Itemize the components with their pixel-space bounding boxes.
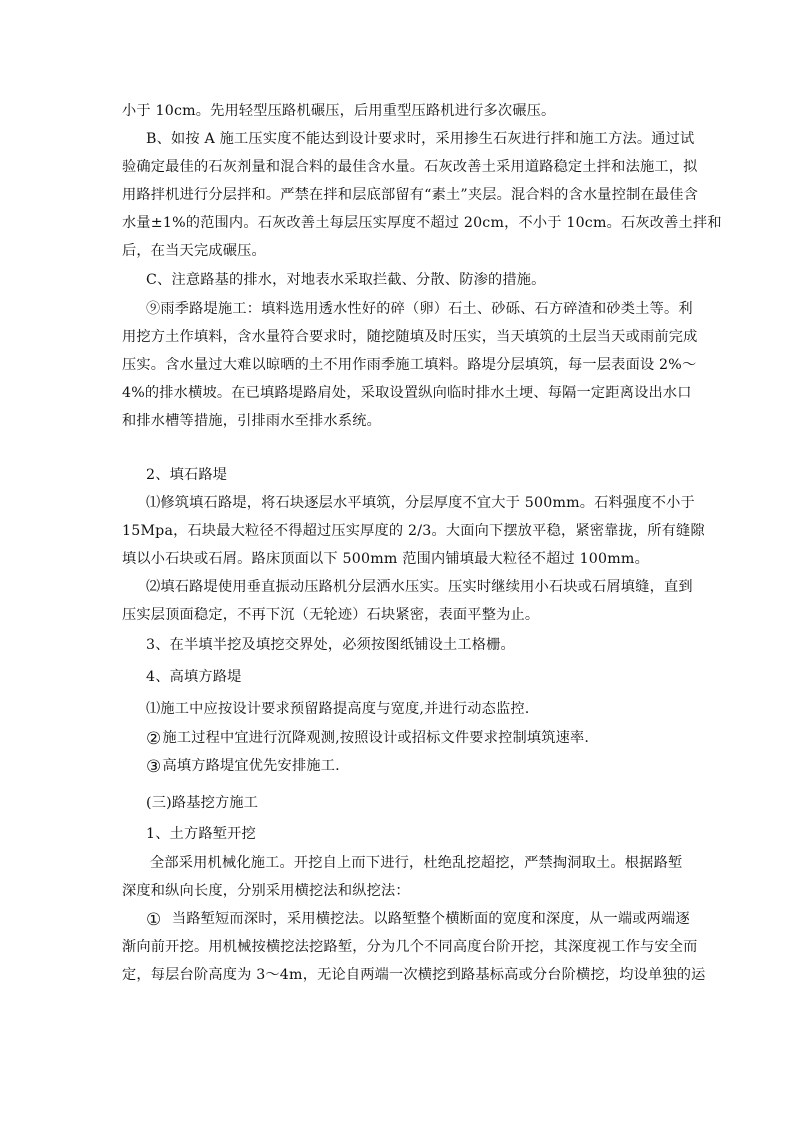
text-line: 4%的排水横坡。在已填路堤路肩处，采取设置纵向临时排水土埂、每隔一定距离设出水口 xyxy=(122,385,692,401)
text-line: 压实层顶面稳定，不再下沉（无轮迹）石块紧密，表面平整为止。 xyxy=(122,607,540,623)
text-line: 定，每层台阶高度为 3～4m，无论自两端一次横挖到路基标高或分台阶横挖，均设单独的运 xyxy=(122,967,706,983)
text-line: ⑵填石路堤使用垂直振动压路机分层洒水压实。压实时继续用小石块或石屑填缝，直到 xyxy=(146,579,693,595)
circled-number-1: ① xyxy=(146,910,162,930)
text-line xyxy=(146,757,706,776)
circled-number-3: ③ xyxy=(146,757,162,777)
text-line-body: 施工过程中宜进行沉降观测,按照设计或招标文件要求控制填筑速率. xyxy=(162,730,590,746)
text-line: B、如按 A 施工压实度不能达到设计要求时，采用掺生石灰进行拌和施工方法。通过试 xyxy=(146,131,695,147)
text-line: 渐向前开挖。用机械按横挖法挖路堑，分为几个不同高度台阶开挖，其深度视工作与安全而 xyxy=(122,939,698,955)
text-line: ⑴修筑填石路堤，将石块逐层水平填筑，分层厚度不宜大于 500mm。石料强度不小于 xyxy=(146,495,695,511)
text-line: C、注意路基的排水，对地表水采取拦截、分散、防渗的措施。 xyxy=(146,272,546,288)
text-line: 和排水槽等措施，引排雨水至排水系统。 xyxy=(122,413,381,429)
section-heading: (三)路基挖方施工 xyxy=(146,795,259,811)
text-line: 验确定最佳的石灰剂量和混合料的最佳含水量。石灰改善土采用道路稳定土拌和法施工，拟 xyxy=(122,159,698,175)
circled-number-2: ② xyxy=(146,729,162,749)
text-line: 深度和纵向长度，分别采用横挖法和纵挖法： xyxy=(122,883,410,899)
text-line: 压实。含水量过大难以晾晒的土不用作雨季施工填料。路堤分层填筑，每一层表面设 2%～ xyxy=(122,357,697,373)
text-line xyxy=(146,729,706,748)
text-line: 后，在当天完成碾压。 xyxy=(122,243,266,259)
text-line xyxy=(146,910,706,929)
section-heading: 4、高填方路堤 xyxy=(146,669,242,685)
text-line: 填以小石块或石屑。路床顶面以下 500mm 范围内铺填最大粒径不超过 100mm。 xyxy=(122,551,649,567)
text-line-body: 高填方路堤宜优先安排施工. xyxy=(162,758,340,774)
text-line-body: 当路堑短而深时，采用横挖法。以路堑整个横断面的宽度和深度，从一端或两端逐 xyxy=(171,911,690,927)
text-line: 全部采用机械化施工。开挖自上而下进行，杜绝乱挖超挖，严禁掏洞取土。根据路堑 xyxy=(150,855,683,871)
text-line: ⑴施工中应按设计要求预留路提高度与宽度,并进行动态监控. xyxy=(146,701,530,717)
text-line: ⑨雨季路堤施工：填料选用透水性好的碎（卵）石土、砂砾、石方碎渣和砂类土等。利 xyxy=(146,301,693,317)
text-line: 小于 10cm。先用轻型压路机碾压，后用重型压路机进行多次碾压。 xyxy=(122,103,556,119)
text-line: 水量±1%的范围内。石灰改善土每层压实厚度不超过 20cm，不小于 10cm。石灰改善土拌和 xyxy=(122,215,722,231)
text-line: 用路拌机进行分层拌和。严禁在拌和层底部留有“素土”夹层。混合料的含水量控制在最佳含 xyxy=(122,187,699,203)
text-line: 3、在半填半挖及填挖交界处，必须按图纸铺设土工格栅。 xyxy=(146,637,515,653)
section-heading: 1、土方路堑开挖 xyxy=(146,826,256,842)
section-heading: 2、填石路堤 xyxy=(146,467,228,483)
text-line: 用挖方土作填料，含水量符合要求时，随挖随填及时压实，当天填筑的土层当天或雨前完成 xyxy=(122,329,698,345)
text-line: 15Mpa，石块最大粒径不得超过压实厚度的 2/3。大面向下摆放平稳，紧密靠拢，所有缝隙 xyxy=(122,523,705,539)
